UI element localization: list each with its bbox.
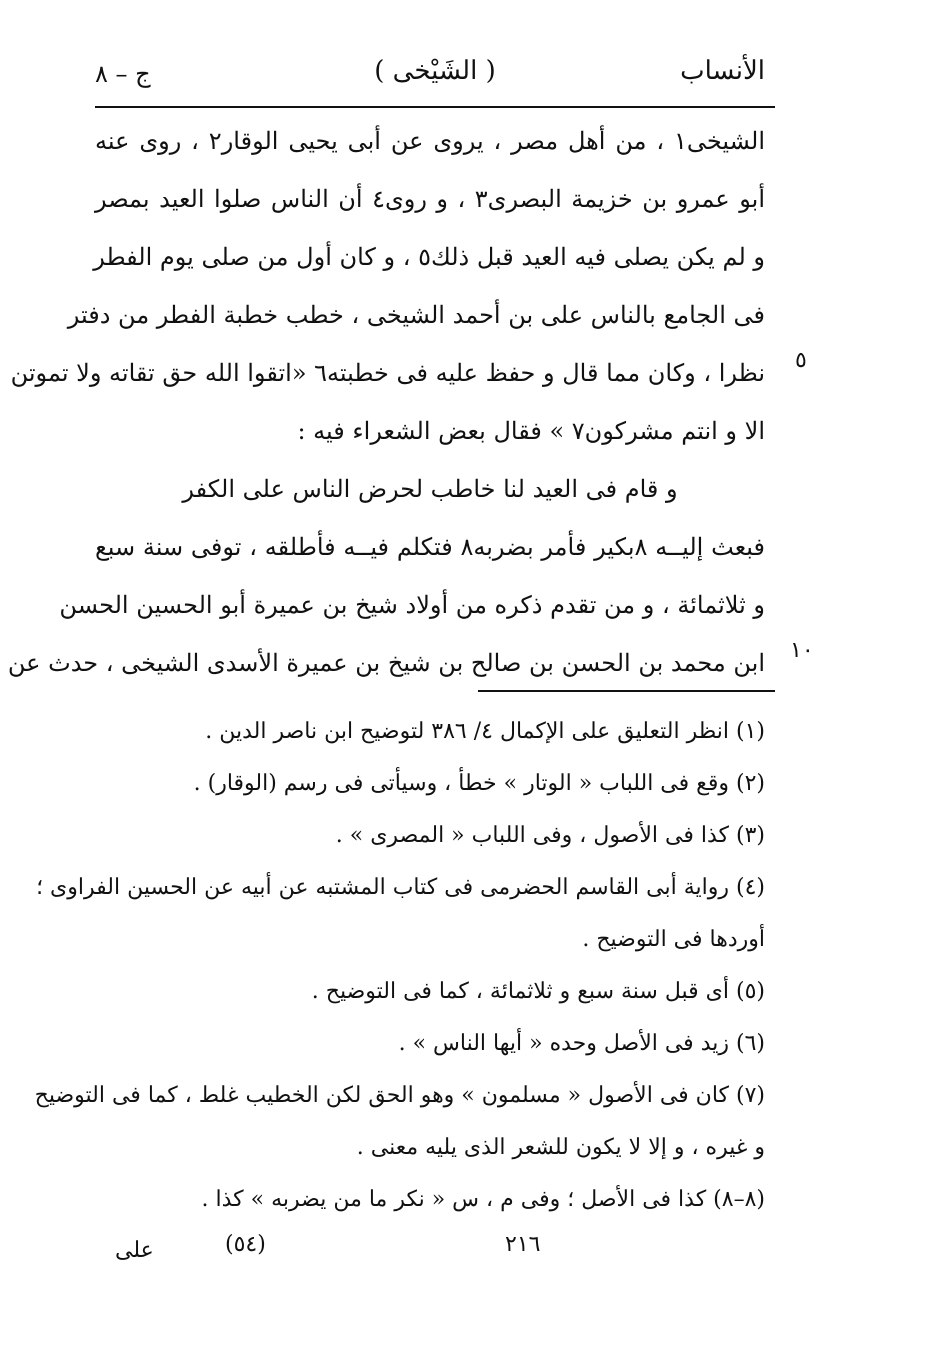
line-number-10: ١٠	[790, 638, 814, 663]
signature-mark: (٥٤)	[225, 1232, 266, 1257]
footnote-6: (٦) زيد فى الأصل وحده « أيها الناس » .	[398, 1031, 765, 1056]
page-footer	[95, 1232, 775, 1272]
text-line-8: فبعث إليــه ٨بكير فأمر بضربه٨ فتكلم فيــه فأطلقه ، توفى سنة سبع	[95, 533, 765, 561]
footnote-2: (٢) وقع فى اللباب « الوتار » خطأ ، وسيأتى فى رسم (الوقار) .	[193, 771, 765, 796]
line-number-5: ٥	[795, 348, 807, 373]
text-line-10: ابن محمد بن الحسن بن صالح بن شيخ بن عميرة الأسدى الشيخى ، حدث عن	[7, 649, 765, 677]
footnotes	[34, 706, 765, 1226]
footnote-3: (٣) كذا فى الأصول ، وفى اللباب « المصرى » .	[335, 823, 765, 848]
text-line-3: و لم يكن يصلى فيه العيد قبل ذلك٥ ، و كان أول من صلى يوم الفطر	[93, 243, 765, 271]
footnote-5: (٥) أى قبل سنة سبع و ثلاثمائة ، كما فى التوضيح .	[311, 979, 765, 1004]
text-line-5: نظرا ، وكان مما قال و حفظ عليه فى خطبته٦ «اتقوا الله حق تقاته ولا تموتن	[10, 359, 765, 387]
header-rule	[95, 106, 775, 108]
footnote-7: (٧) كان فى الأصول « مسلمون » وهو الحق لكن الخطيب غلط ، كما فى التوضيح	[34, 1083, 765, 1108]
verse-line: و قام فى العيد لنا خاطب لحرض الناس على الكفر	[182, 475, 678, 503]
footnote-8: (٨–٨) كذا فى الأصل ؛ وفى م ، س « نكر ما من يضربه » كذا .	[201, 1187, 765, 1212]
page-number: ٢١٦	[505, 1232, 541, 1257]
text-line-2: أبو عمرو بن خزيمة البصرى٣ ، و روى٤ أن الناس صلوا العيد بمصر	[95, 185, 765, 213]
header-entry: ( الشَيْخى )	[374, 56, 496, 86]
header-title: الأنساب	[680, 56, 765, 86]
footnote-1: (١) انظر التعليق على الإكمال ٤/ ٣٨٦ لتوضيح ابن ناصر الدين .	[205, 719, 765, 744]
running-header	[95, 50, 775, 100]
footnote-4-cont: أوردها فى التوضيح .	[582, 927, 765, 952]
text-line-4: فى الجامع بالناس على بن أحمد الشيخى ، خطب خطبة الفطر من دفتر	[67, 301, 765, 329]
text-line-6: الا و انتم مشركون٧ » فقال بعض الشعراء فيه :	[297, 417, 765, 445]
footnote-rule	[478, 690, 775, 692]
text-line-9: و ثلاثمائة ، و من تقدم ذكره من أولاد شيخ بن عميرة أبو الحسين الحسن	[59, 591, 765, 619]
main-text	[7, 112, 765, 692]
header-volume: ج – ٨	[95, 60, 151, 88]
text-line-1: الشيخى١ ، من أهل مصر ، يروى عن أبى يحيى الوقار٢ ، روى عنه	[95, 127, 765, 155]
catchword: على	[115, 1238, 154, 1263]
footnote-7-cont: و غيره ، و إلا لا يكون للشعر الذى يليه معنى .	[356, 1135, 765, 1160]
footnote-4: (٤) رواية أبى القاسم الحضرمى فى كتاب المشتبه عن أبيه عن الحسين الفراوى ؛	[36, 875, 765, 900]
